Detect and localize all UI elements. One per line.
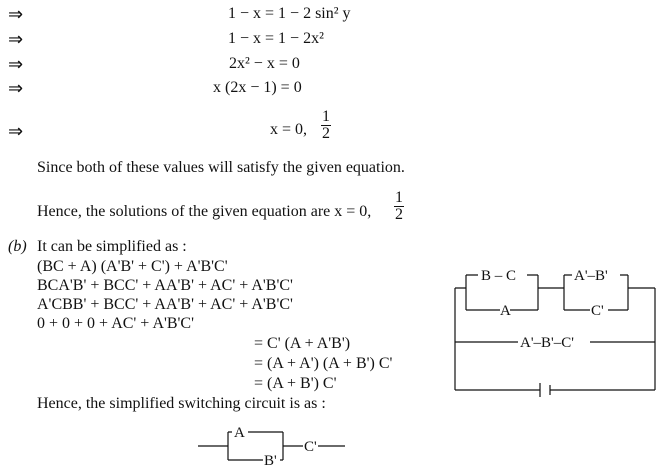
algebra-line-4: 0 + 0 + 0 + AC' + A'B'C' (37, 315, 194, 332)
result-line-3: = (A + B') C' (254, 375, 337, 392)
implies-arrow: ⇒ (8, 54, 24, 75)
equation-line-1: 1 − x = 1 − 2 sin² y (228, 5, 351, 22)
circuit-intro: Hence, the simplified switching circuit is as : (37, 395, 326, 412)
implies-arrow: ⇒ (8, 78, 24, 99)
algebra-line-3: A'CBB' + BCC' + AA'B' + AC' + A'B'C' (37, 296, 293, 313)
circuit2-label-top: A (234, 425, 245, 441)
algebra-line-2: BCA'B' + BCC' + AA'B' + AC' + A'B'C' (37, 277, 293, 294)
circuit1-label-right-bottom: C' (591, 303, 604, 319)
fraction-half: $\frac{1}{2}$ (322, 108, 330, 142)
circuit1-label-long: A'–B'–C' (520, 335, 574, 351)
implies-arrow: ⇒ (8, 4, 24, 25)
implies-arrow: ⇒ (8, 29, 24, 50)
equation-line-4: x (2x − 1) = 0 (213, 79, 302, 96)
circuit1-label-top: B – C (481, 268, 517, 284)
equation-line-5: x = 0, (270, 121, 308, 138)
circuit2-label-bottom: B' (264, 453, 277, 468)
equation-line-2: 1 − x = 1 − 2x² (228, 30, 324, 47)
algebra-line-1: (BC + A) (A'B' + C') + A'B'C' (37, 258, 228, 275)
result-line-2: = (A + A') (A + B') C' (254, 355, 393, 372)
part-label: (b) (8, 238, 27, 255)
simplify-intro: It can be simplified as : (37, 238, 187, 255)
circuit2-label-right: C' (304, 439, 317, 455)
paragraph-values: Since both of these values will satisfy the given equation. (37, 159, 405, 176)
paragraph-solutions: Hence, the solutions of the given equation are x = 0, (37, 203, 372, 220)
circuit1-label-bottom: A (500, 303, 511, 319)
result-line-1: = C' (A + A'B') (254, 335, 351, 352)
circuit1-label-right-top: A'–B' (574, 268, 608, 284)
fraction-half: $\frac{1}{2}$ (395, 189, 403, 223)
implies-arrow: ⇒ (8, 121, 24, 142)
equation-line-3: 2x² − x = 0 (229, 55, 300, 72)
